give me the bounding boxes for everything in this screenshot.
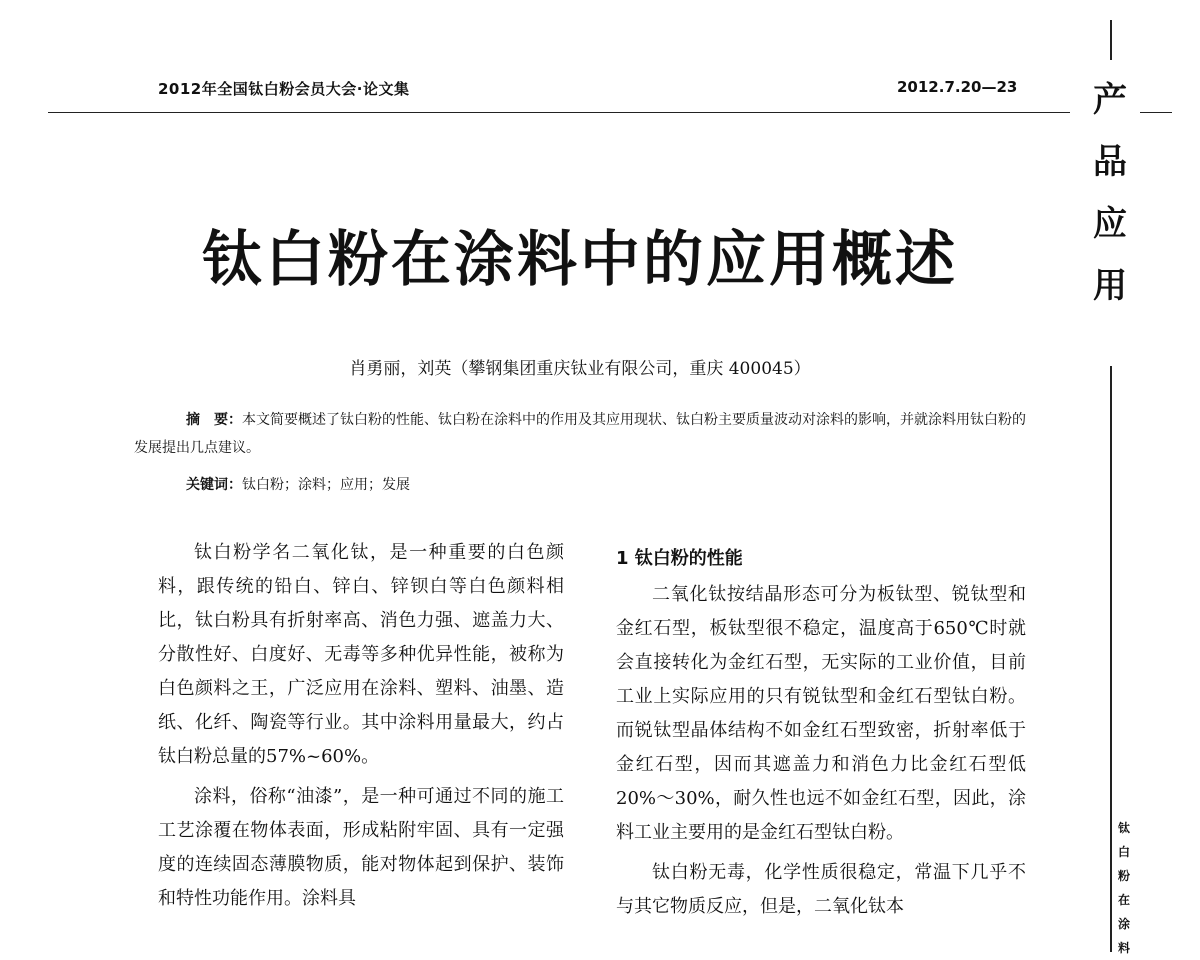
header-rule-tail <box>1140 112 1172 113</box>
body-left-paragraph-2: 涂料，俗称“油漆”，是一种可通过不同的施工工艺涂覆在物体表面，形成粘附牢固、具有一定强度的连续固态薄膜物质，能对物体起到保护、装饰和特性功能作用。涂料具 <box>158 786 564 909</box>
side-tab-line-bottom <box>1110 366 1112 952</box>
body-left-paragraph-1: 钛白粉学名二氧化钛，是一种重要的白色颜料，跟传统的铅白、锌白、锌钡白等白色颜料相比，钛白粉具有折射率高、消色力强、遮盖力大、分散性好、白度好、无毒等多种优异性能，被称为白色颜料之王，广泛应用在涂料、塑料、油墨、造纸、化纤、陶瓷等行业。其中涂料用量最大，约占钛白粉总量的57%~60%。 <box>158 542 564 767</box>
body-column-right <box>616 536 1026 930</box>
paper-title: 钛白粉在涂料中的应用概述 <box>202 225 958 295</box>
abstract-label: 摘 要： <box>186 412 242 428</box>
body-right-paragraph-2: 钛白粉无毒，化学性质很稳定，常温下几乎不与其它物质反应，但是，二氧化钛本 <box>616 862 1026 917</box>
side-vertical-label: 钛白粉在涂料 <box>1117 821 1130 955</box>
keywords-label: 关键词： <box>186 477 242 493</box>
header-date: 2012.7.20—23 <box>897 78 1018 96</box>
section-heading-1: 1 钛白粉的性能 <box>616 548 743 569</box>
side-tab-char-3: 应 <box>1093 204 1127 244</box>
body-right-paragraph-1: 二氧化钛按结晶形态可分为板钛型、锐钛型和金红石型，板钛型很不稳定，温度高于650℃时就会直接转化为金红石型，无实际的工业价值，目前工业上实际应用的只有锐钛型和金红石型钛白粉。而锐钛型晶体结构不如金红石型致密，折射率低于金红石型，因而其遮盖力和消色力比金红石型低20%～30%，耐久性也远不如金红石型，因此，涂料工业主要用的是金红石型钛白粉。 <box>616 584 1026 843</box>
keywords-text: 钛白粉；涂料；应用；发展 <box>242 477 410 493</box>
abstract <box>134 406 1034 462</box>
side-tab-char-2: 品 <box>1093 142 1127 182</box>
side-tab-char-1: 产 <box>1093 80 1127 120</box>
header-conference-title: 2012年全国钛白粉会员大会·论文集 <box>158 80 410 98</box>
paper-authors: 肖勇丽，刘英（攀钢集团重庆钛业有限公司，重庆 400045） <box>349 359 811 379</box>
body-column-left <box>158 536 564 922</box>
side-tab-char-4: 用 <box>1093 266 1127 306</box>
keywords <box>186 474 410 494</box>
header-rule <box>48 112 1070 113</box>
abstract-text: 本文简要概述了钛白粉的性能、钛白粉在涂料中的作用及其应用现状、钛白粉主要质量波动对涂料的影响，并就涂料用钛白粉的发展提出几点建议。 <box>134 412 1026 456</box>
side-tab-line-top <box>1110 20 1112 60</box>
